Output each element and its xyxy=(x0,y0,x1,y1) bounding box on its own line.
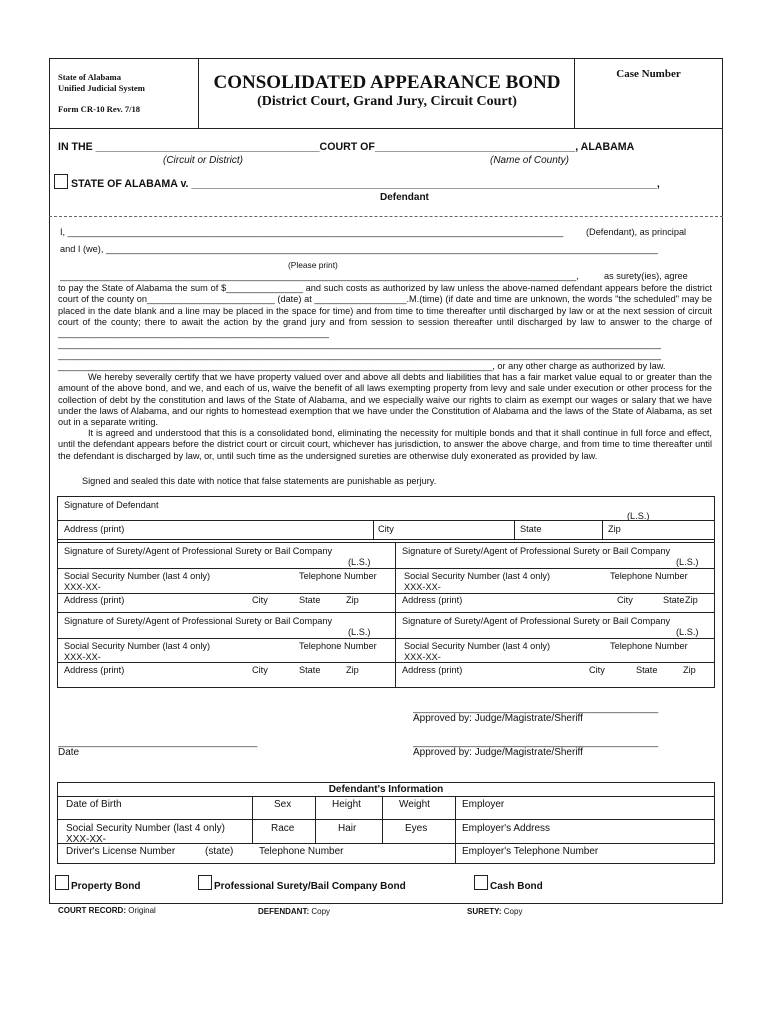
surety1-address[interactable]: Address (print) xyxy=(64,595,125,605)
consolidated-paragraph: It is agreed and understood that this is a consolidated bond, eliminating the necessity for multiple bonds and that it shall continue in full force and effect, until the defendant appears before the district court or circuit court, whichever has jurisdiction, to answer the above charge, and from time to time thereafter until the defendant is discharged by law, or, until such time as the undersigned sureties are otherwise duly exonerated as provided by law. xyxy=(58,428,712,461)
signed-sealed-text: Signed and sealed this date with notice that false statements are punishable as perjury. xyxy=(82,476,437,486)
surety3-signature[interactable]: Signature of Surety/Agent of Professional Surety or Bail Company xyxy=(64,616,333,626)
court-record-label: COURT RECORD: xyxy=(58,906,126,915)
header-divider xyxy=(49,128,723,129)
race-field[interactable]: Race xyxy=(271,823,295,834)
bond-paragraph: to pay the State of Alabama the sum of $_______________ and such costs as authorized by law unless the above-named defendant appears before the district court of the county on_________________________ (date) at __________________.M.(time) (if date and time are unknown, the words "the scheduled" may be placed in the date blank and a line may be placed in the space for time) and from time to time thereafter until discharged by law or at the next session of circuit court of the county; there to await the action by the grand jury and from session to session thereafter until discharged by law to answer to the charge of _____________________________________________________ xyxy=(58,283,712,339)
defendant-zip-field[interactable]: Zip xyxy=(608,524,621,534)
date-label: Date xyxy=(58,747,80,758)
property-certify-paragraph: We hereby severally certify that we have property valued over and above all debts and liabilities that has a fair market value equal to or greater than the amount of the above bond, and we, and each of us, waive the benefit of all laws exempting property from levy and sale under execution or other process for the collection of debt by the constitution and laws of the State of Alabama, and we especially waive our rights to claim as exempt our wages or salary that we have under the laws of Alabama, and our rights to homestead exemption that we have under the Constitution of Alabama and the laws of the State of Alabama, as set out in a separate writing. xyxy=(58,372,712,428)
charge-blank-line[interactable]: ______________________________________________________________________________________________________________________ xyxy=(58,339,661,349)
date-line[interactable]: _______________________________________ xyxy=(58,737,258,747)
defendant-label: Defendant xyxy=(380,192,429,203)
property-bond-label: Property Bond xyxy=(71,881,141,892)
circuit-label: (Circuit or District) xyxy=(163,155,243,166)
surety-copy-footer xyxy=(467,906,522,917)
surety4-signature[interactable]: Signature of Surety/Agent of Professional Surety or Bail Company xyxy=(402,616,671,626)
case-number-label: Case Number xyxy=(616,68,681,80)
defendant-info-title: Defendant's Information xyxy=(328,784,444,795)
surety2-xxx: XXX-XX- xyxy=(404,582,441,592)
surety4-ls: (L.S.) xyxy=(676,627,699,637)
approved-by-label-2: Approved by: Judge/Magistrate/Sheriff xyxy=(413,747,583,758)
drivers-license-field[interactable]: Driver's License Number xyxy=(66,846,176,857)
dob-field[interactable]: Date of Birth xyxy=(66,799,122,810)
defendant-state-field[interactable]: State xyxy=(520,524,542,534)
defendant-ls: (L.S.) xyxy=(627,511,650,521)
principal-label: (Defendant), as principal xyxy=(586,227,687,237)
professional-bond-checkbox[interactable] xyxy=(198,875,212,890)
surety-names-line[interactable]: and I (we), ____________________________________________________________________________________________________________ xyxy=(60,244,658,254)
surety4-city[interactable]: City xyxy=(589,665,605,675)
form-number: Form CR-10 Rev. 7/18 xyxy=(58,104,141,114)
state-checkbox[interactable] xyxy=(54,174,68,189)
surety3-ssn[interactable]: Social Security Number (last 4 only) xyxy=(64,641,211,651)
dl-state-label: (state) xyxy=(205,846,234,857)
cash-bond-checkbox[interactable] xyxy=(474,875,488,890)
weight-field[interactable]: Weight xyxy=(399,799,430,810)
please-print-label: (Please print) xyxy=(288,260,338,270)
form-title: CONSOLIDATED APPEARANCE BOND xyxy=(213,72,561,93)
surety4-address[interactable]: Address (print) xyxy=(402,665,463,675)
surety3-xxx: XXX-XX- xyxy=(64,652,101,662)
surety1-state[interactable]: State xyxy=(299,595,321,605)
employer-field[interactable]: Employer xyxy=(462,799,505,810)
court-line[interactable]: IN THE ______________________________________COURT OF__________________________________, ALABAMA xyxy=(58,141,635,153)
defendant-ssn-xxx: XXX-XX- xyxy=(66,834,107,845)
sex-field[interactable]: Sex xyxy=(274,799,292,810)
surety-copy-label: SURETY: xyxy=(467,907,502,916)
surety4-ssn[interactable]: Social Security Number (last 4 only) xyxy=(404,641,551,651)
surety1-signature[interactable]: Signature of Surety/Agent of Professional Surety or Bail Company xyxy=(64,546,333,556)
surety1-ssn[interactable]: Social Security Number (last 4 only) xyxy=(64,571,211,581)
court-record-value: Original xyxy=(128,906,156,915)
surety-copy-value: Copy xyxy=(503,907,523,916)
surety3-ls: (L.S.) xyxy=(348,627,371,637)
surety2-ls: (L.S.) xyxy=(676,557,699,567)
surety3-city[interactable]: City xyxy=(252,665,268,675)
surety2-state[interactable]: State xyxy=(663,595,685,605)
defendant-copy-label: DEFENDANT: xyxy=(258,907,310,916)
surety1-city[interactable]: City xyxy=(252,595,268,605)
approved-by-label-1: Approved by: Judge/Magistrate/Sheriff xyxy=(413,713,583,724)
surety1-ls: (L.S.) xyxy=(348,557,371,567)
defendant-copy-footer xyxy=(258,906,330,917)
defendant-city-field[interactable]: City xyxy=(378,524,394,534)
principal-line[interactable]: I, _________________________________________________________________________________________________ xyxy=(60,227,564,237)
cash-bond-label: Cash Bond xyxy=(490,881,543,892)
surety3-zip[interactable]: Zip xyxy=(346,665,359,675)
other-charge-line[interactable]: _____________________________________________________________________________________, or any other charge as authorized by law. xyxy=(58,361,666,371)
charge-blank-line-2[interactable]: ______________________________________________________________________________________________________________________ xyxy=(58,350,661,360)
surety1-xxx: XXX-XX- xyxy=(64,582,101,592)
surety1-zip[interactable]: Zip xyxy=(346,595,359,605)
employer-telephone-field[interactable]: Employer's Telephone Number xyxy=(462,846,599,857)
hair-field[interactable]: Hair xyxy=(338,823,357,834)
state-label: State of Alabama xyxy=(58,72,122,82)
surety-line[interactable]: _____________________________________________________________________________________________________, xyxy=(60,271,579,281)
defendant-telephone-field[interactable]: Telephone Number xyxy=(259,846,344,857)
approval-signature-line-1[interactable]: ________________________________________________ xyxy=(413,703,659,713)
court-record-footer xyxy=(58,905,156,916)
surety4-zip[interactable]: Zip xyxy=(683,665,696,675)
surety1-telephone[interactable]: Telephone Number xyxy=(299,571,377,581)
defendant-address-field[interactable]: Address (print) xyxy=(64,524,125,534)
surety2-ssn[interactable]: Social Security Number (last 4 only) xyxy=(404,571,551,581)
surety2-city[interactable]: City xyxy=(617,595,633,605)
surety4-telephone[interactable]: Telephone Number xyxy=(610,641,688,651)
surety2-zip[interactable]: Zip xyxy=(685,595,698,605)
defendant-copy-value: Copy xyxy=(311,907,331,916)
surety2-signature[interactable]: Signature of Surety/Agent of Professional Surety or Bail Company xyxy=(402,546,671,556)
height-field[interactable]: Height xyxy=(332,799,361,810)
surety-label: as surety(ies), agree xyxy=(604,271,688,281)
property-bond-checkbox[interactable] xyxy=(55,875,69,890)
eyes-field[interactable]: Eyes xyxy=(405,823,428,834)
county-label: (Name of County) xyxy=(490,155,569,166)
approval-signature-line-2[interactable]: ________________________________________________ xyxy=(413,737,659,747)
surety3-telephone[interactable]: Telephone Number xyxy=(299,641,377,651)
defendant-ssn-field[interactable]: Social Security Number (last 4 only) xyxy=(66,823,225,834)
surety2-telephone[interactable]: Telephone Number xyxy=(610,571,688,581)
state-v-line[interactable]: STATE OF ALABAMA v. _______________________________________________________________________________, xyxy=(71,178,660,190)
surety3-address[interactable]: Address (print) xyxy=(64,665,125,675)
surety2-address[interactable]: Address (print) xyxy=(402,595,463,605)
surety4-xxx: XXX-XX- xyxy=(404,652,441,662)
section-divider xyxy=(49,216,723,217)
surety3-state[interactable]: State xyxy=(299,665,321,675)
defendant-signature-field[interactable]: Signature of Defendant xyxy=(64,500,159,510)
form-subtitle: (District Court, Grand Jury, Circuit Court) xyxy=(257,94,517,109)
system-label: Unified Judicial System xyxy=(58,83,145,93)
professional-bond-label: Professional Surety/Bail Company Bond xyxy=(214,881,406,892)
surety4-state[interactable]: State xyxy=(636,665,658,675)
employer-address-field[interactable]: Employer's Address xyxy=(462,823,551,834)
